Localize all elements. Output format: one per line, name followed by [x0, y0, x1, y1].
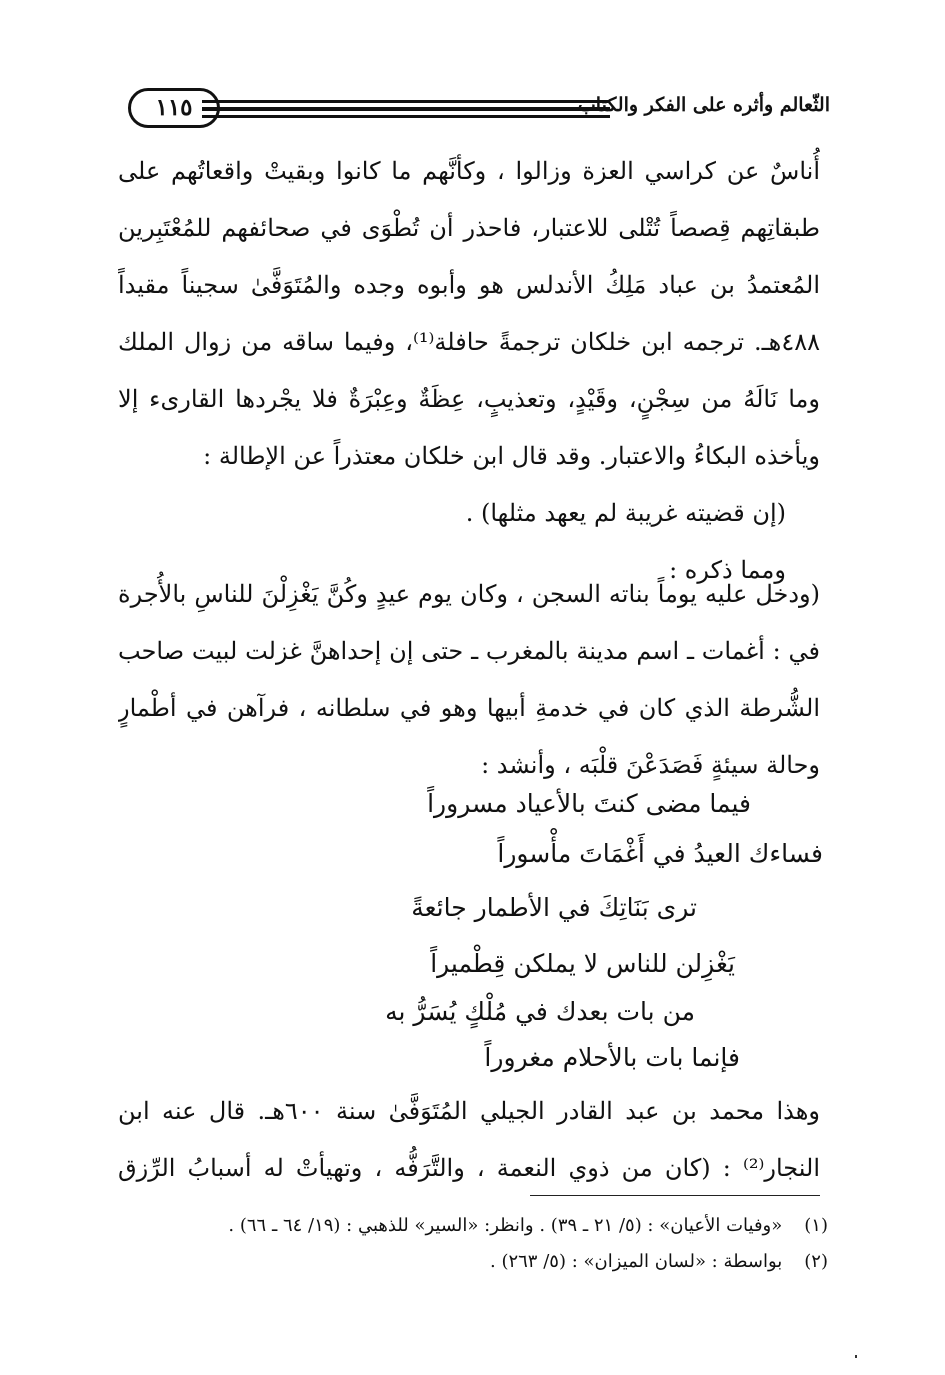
verse-line: فإنما بات بالأحلام مغروراً — [484, 1043, 740, 1072]
text-line: وحالة سيئةٍ فَصَدَعْنَ قلْبَه ، وأنشد : — [481, 751, 820, 779]
text-line: الشُّرطة الذي كان في خدمةِ أبيها وهو في سلطانه ، فرآهن في أطْمارٍ — [118, 694, 820, 722]
text-line: في : أغمات ـ اسم مدينة بالمغرب ـ حتى إن إحداهنَّ غزلت لبيت صاحب — [118, 637, 820, 665]
paragraph-3 — [118, 1083, 820, 1197]
running-title: الثّعالم وأثره على الفكر والكتاب — [577, 94, 830, 116]
text-line: المُعتمدُ بن عباد مَلِكُ الأندلس هو وأبوه وجده والمُتَوَفَّىٰ سجيناً مقيداً — [118, 271, 820, 299]
footnote-text: «وفيات الأعيان» : (٥/ ٢١ ـ ٣٩) . وانظر: «السير» للذهبي : (١٩/ ٦٤ ـ ٦٦) . — [228, 1215, 783, 1236]
quote-line: (إن قضيته غريبة لم يعهد مثلها) . — [465, 499, 786, 527]
verse-line: من بات بعدك في مُلْكٍ يُسَرُّ به — [385, 997, 695, 1026]
header-rule — [202, 107, 610, 111]
verse-line: فساءك العيدُ في أَغْمَاتَ مأْسوراً — [497, 839, 823, 868]
text-line: ويأخذه البكاءُ والاعتبار. وقد قال ابن خلكان معتذراً عن الإطالة : — [203, 442, 820, 470]
footnotes — [118, 1208, 828, 1280]
scan-speck — [855, 1355, 857, 1358]
paragraph-2 — [118, 566, 820, 794]
paragraph-1 — [118, 143, 820, 599]
poem-verse — [497, 823, 823, 885]
text-line: وما نَالَهُ من سِجْنٍ، وقَيْدٍ، وتعذيبٍ، عِظَةٌ وعِبْرَةٌ فلا يجْردها القارىء إلا — [118, 385, 820, 413]
text-line: طبقاتِهم قِصصاً تُتْلى للاعتبار، فاحذر أن تُطْوَى في صحائفهم للمُعْتَبِرين — [118, 214, 820, 242]
text-line: أُناسٌ عن كراسي العزة وزالوا ، وكأنَّهم ما كانوا وبقيتْ واقعاتُهم على — [118, 157, 820, 185]
page-header — [110, 82, 830, 132]
footnote-2 — [118, 1244, 828, 1280]
text-line: ٤٨٨هـ. ترجمه ابن خلكان ترجمةً حافلة⁽¹⁾، وفيما ساقه من زوال الملك — [118, 328, 820, 356]
text-line: النجار⁽²⁾ : (كان من ذوي النعمة ، والتَّرَفُّه ، وتهيأتْ له أسبابُ الرِّزق — [118, 1154, 820, 1182]
header-rule — [202, 115, 610, 118]
page-number-badge: ١١٥ — [128, 88, 220, 128]
poem-verse — [411, 877, 697, 939]
header-rule — [202, 100, 610, 103]
intro-line: ومما ذكره : — [669, 556, 786, 584]
verse-line: يَغْزِلن للناس لا يملكن قِطْميراً — [430, 949, 735, 978]
footnote-number: (١) — [804, 1215, 828, 1236]
text-line: (ودخل عليه يوماً بناته السجن ، وكان يوم عيدٍ وكُنَّ يَغْزِلْنَ للناسِ بالأُجرة — [118, 580, 820, 608]
poem-verse — [484, 1027, 740, 1089]
verse-line: ترى بَنَاتِكَ في الأطمار جائعةً — [411, 893, 697, 922]
verse-line: فيما مضى كنتَ بالأعياد مسروراً — [427, 789, 751, 818]
footnote-1 — [118, 1208, 828, 1244]
footnote-divider — [530, 1195, 820, 1196]
footnote-number: (٢) — [804, 1251, 828, 1272]
footnote-text: بواسطة : «لسان الميزان» : (٥/ ٢٦٣) . — [490, 1251, 783, 1272]
text-line: وهذا محمد بن عبد القادر الجيلي المُتَوَفَّىٰ سنة ٦٠٠هـ. قال عنه ابن — [118, 1097, 820, 1125]
